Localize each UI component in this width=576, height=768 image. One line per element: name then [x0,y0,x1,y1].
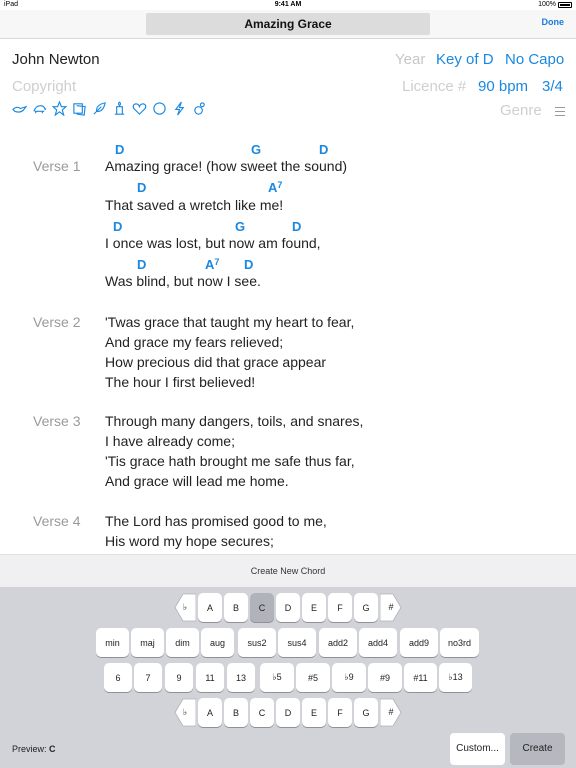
lyric-line[interactable]: The hour I first believed! [105,374,256,390]
chord-label[interactable]: D [137,180,147,195]
battery-status [538,1,572,8]
licence-field[interactable]: Licence # [402,78,467,95]
bass-note-key[interactable]: G [354,698,378,727]
root-note-key-selected[interactable]: C [250,593,274,622]
bass-note-key[interactable]: A [198,698,222,727]
chord-label[interactable]: G [251,142,262,157]
quality-key[interactable]: sus2 [238,628,276,657]
status-bar [0,0,576,10]
heart-icon[interactable] [132,101,147,116]
extension-key[interactable]: 6 [104,663,132,692]
quality-key[interactable]: add9 [400,628,438,657]
bass-note-key[interactable]: B [224,698,248,727]
bass-flat-key[interactable]: ♭ [174,698,196,727]
candle-icon[interactable] [112,101,127,116]
done-button[interactable]: Done [541,17,564,27]
root-note-key[interactable]: D [276,593,300,622]
bird-icon[interactable] [12,101,27,116]
bass-note-key[interactable]: E [302,698,326,727]
quality-key[interactable]: no3rd [440,628,479,657]
feather-icon[interactable] [92,101,107,116]
chord-label[interactable]: D [137,257,147,272]
quality-key[interactable]: sus4 [278,628,316,657]
genre-field[interactable]: Genre [500,102,542,119]
capo-selector[interactable]: No Capo [505,51,565,68]
chord-label[interactable]: $A^7$ [205,257,220,272]
extension-key[interactable]: ♭9 [332,663,366,692]
bass-note-key[interactable]: D [276,698,300,727]
preview-value: C [49,744,56,754]
song-title-field[interactable]: Amazing Grace [146,13,430,35]
chord-preview [12,744,56,754]
root-note-key[interactable]: A [198,593,222,622]
tempo-selector[interactable]: 90 bpm [478,78,529,95]
root-sharp-key[interactable]: # [380,593,402,622]
lyric-line[interactable]: And grace my fears relieved; [105,334,284,350]
lyric-line[interactable]: I have already come; [105,433,235,449]
root-note-key[interactable]: E [302,593,326,622]
extension-key[interactable]: 13 [227,663,255,692]
quality-key[interactable]: dim [166,628,199,657]
root-note-key[interactable]: B [224,593,248,622]
lyric-line[interactable]: Was blind, but now I see. [105,273,261,289]
verse-label: Verse 1 [33,158,81,174]
quality-key[interactable]: add2 [319,628,357,657]
star-icon[interactable] [52,101,67,116]
lyric-line[interactable]: Through many dangers, toils, and snares, [105,413,364,429]
create-chord-header: Create New Chord [0,554,576,587]
chord-label[interactable]: D [115,142,125,157]
preview-label: Preview: [12,744,47,754]
lightning-icon[interactable] [172,101,187,116]
device-name: iPad [4,1,19,8]
battery-icon [558,2,572,8]
copyright-field[interactable]: Copyright [12,78,77,95]
chord-label[interactable]: D [292,219,302,234]
time-signature-selector[interactable]: 3/4 [542,78,563,95]
chord-label[interactable]: D [319,142,329,157]
extension-key[interactable]: #9 [368,663,402,692]
bass-sharp-key[interactable]: # [380,698,402,727]
lyric-line[interactable]: And grace will lead me home. [105,473,289,489]
chord-label[interactable]: D [113,219,123,234]
lyric-line[interactable]: 'Twas grace that taught my heart to fear, [105,314,355,330]
cards-icon[interactable] [72,101,87,116]
verse-label: Verse 4 [33,513,81,529]
lyric-line[interactable]: That saved a wretch like me! [105,197,284,213]
verse-label: Verse 2 [33,314,81,330]
custom-button[interactable]: Custom... [450,733,505,765]
clock: 9:41 AM [274,1,302,8]
bass-note-key[interactable]: C [250,698,274,727]
navigation-bar [0,10,576,39]
key-selector[interactable]: Key of D [436,51,494,68]
circle-icon[interactable] [152,101,167,116]
root-note-key[interactable]: F [328,593,352,622]
extension-key[interactable]: 9 [165,663,193,692]
chord-label[interactable]: G [235,219,246,234]
create-button[interactable]: Create [510,733,565,765]
bass-note-key[interactable]: F [328,698,352,727]
lyric-line[interactable]: Amazing grace! (how sweet the sound) [105,158,348,174]
category-icon-row [12,101,207,116]
verse-label: Verse 3 [33,413,81,429]
quality-key[interactable]: aug [201,628,234,657]
quality-key[interactable]: maj [131,628,164,657]
ring-icon[interactable] [192,101,207,116]
quality-key[interactable]: min [96,628,129,657]
root-flat-key[interactable]: ♭ [174,593,196,622]
turtle-icon[interactable] [32,101,47,116]
chord-label[interactable]: D [244,257,254,272]
extension-key[interactable]: 11 [196,663,224,692]
lyric-line[interactable]: The Lord has promised good to me, [105,513,327,529]
lyric-line[interactable]: I once was lost, but now am found, [105,235,321,251]
extension-key[interactable]: ♭5 [260,663,294,692]
extension-key[interactable]: #5 [296,663,330,692]
battery-percent: 100% [538,1,556,8]
extension-key[interactable]: ♭13 [439,663,472,692]
quality-key[interactable]: add4 [359,628,397,657]
extension-key[interactable]: 7 [134,663,162,692]
root-note-key[interactable]: G [354,593,378,622]
lyric-line[interactable]: 'Tis grace hath brought me safe thus far, [105,453,355,469]
lyric-line[interactable]: How precious did that grace appear [105,354,327,370]
hamburger-menu-icon[interactable] [555,107,565,116]
chord-label[interactable]: $A^7$ [268,180,283,195]
extension-key[interactable]: #11 [404,663,437,692]
author-field[interactable]: John Newton [12,51,100,68]
lyric-line[interactable]: His word my hope secures; [105,533,274,549]
year-field[interactable]: Year [395,51,426,68]
